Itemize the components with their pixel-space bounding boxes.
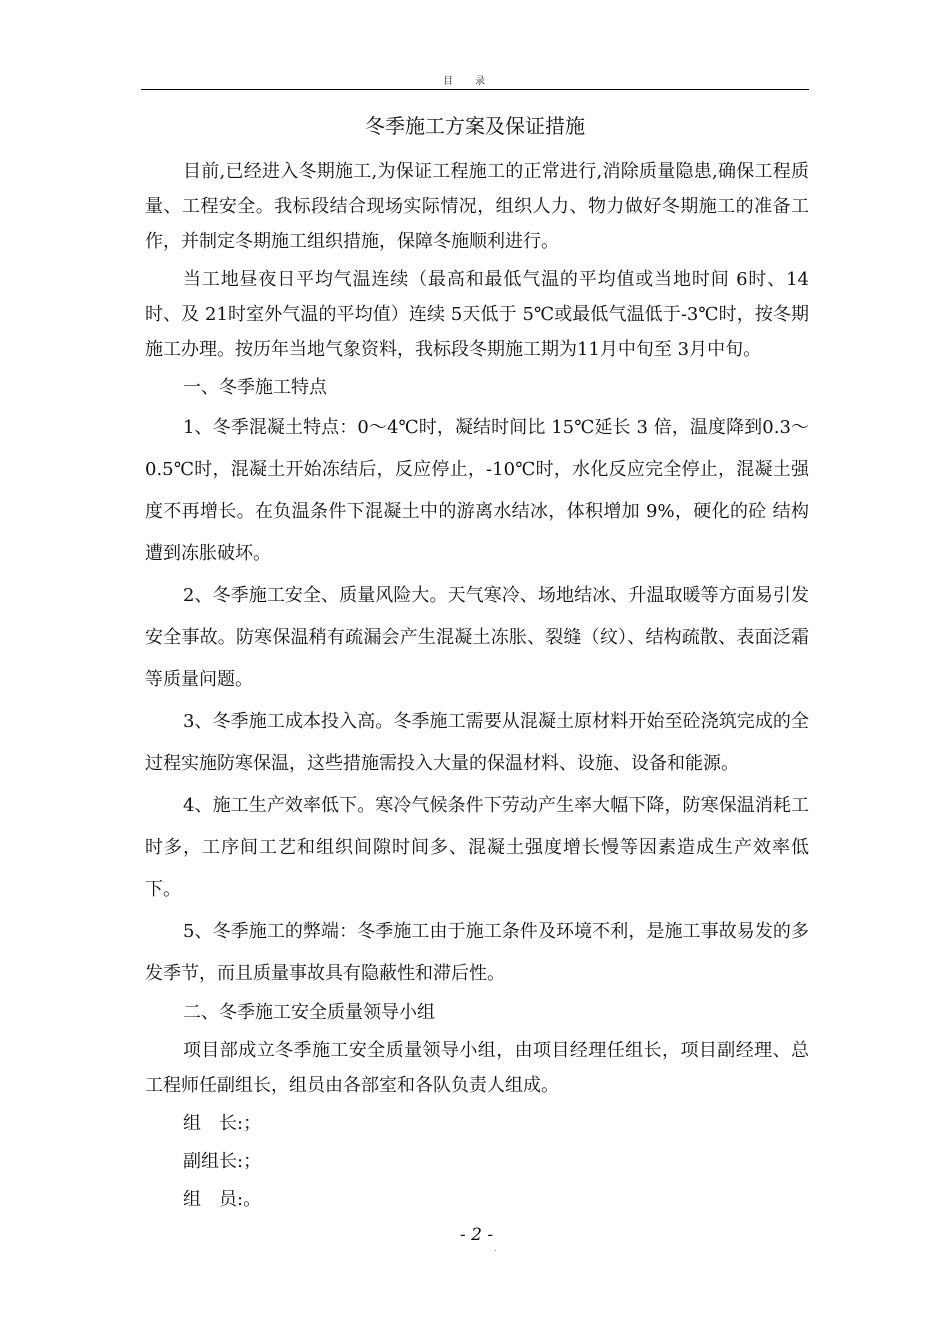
footer-dot: .: [494, 1244, 497, 1253]
feature-item-5: 5、冬季施工的弊端：冬季施工由于施工条件及环境不利，是施工事故易发的多发季节，而且质量事故具有隐蔽性和滞后性。: [145, 921, 809, 984]
section-heading-leadership: 二、冬季施工安全质量领导小组: [183, 1002, 435, 1023]
intro-paragraph: 目前,已经进入冬期施工,为保证工程施工的正常进行,消除质量隐患,确保工程质量、工程安全。我标段结合现场实际情况，组织人力、物力做好冬期施工的准备工作，并制定冬期施工组织措施，保障冬施顺利进行。: [145, 161, 809, 252]
members-line: 组 员:。: [183, 1189, 262, 1210]
feature-item-4: 4、施工生产效率低下。寒冷气候条件下劳动产生率大幅下降，防寒保温消耗工时多，工序间工艺和组织间隙时间多、混凝土强度增长慢等因素造成生产效率低下。: [145, 795, 809, 900]
page-header: 目录: [443, 76, 507, 87]
leadership-paragraph: 项目部成立冬季施工安全质量领导小组，由项目经理任组长，项目副经理、总工程师任副组长，组员由各部室和各队负责人组成。: [145, 1040, 809, 1096]
document-body: [145, 154, 809, 1220]
document-title: 冬季施工方案及保证措施: [365, 114, 585, 138]
page-number: - 2 -: [460, 1225, 494, 1245]
header-rule: [141, 89, 809, 90]
feature-item-3: 3、冬季施工成本投入高。冬季施工需要从混凝土原材料开始至砼浇筑完成的全过程实施防寒保温，这些措施需投入大量的保温材料、设施、设备和能源。: [145, 711, 809, 774]
deputy-leader-line: 副组长:；: [183, 1151, 262, 1172]
feature-item-1: 1、冬季混凝土特点：0～4℃时，凝结时间比 15℃延长 3 倍，温度降到0.3～ 0.5℃时，混凝土开始冻结后，反应停止，-10℃时，水化反应完全停止，混凝土强度不再增长。在负温条件下混凝土中的游离水结冰，体积增加 9%，硬化的砼 结构遭到冻胀破坏。: [145, 417, 809, 564]
winter-period-paragraph: 当工地昼夜日平均气温连续（最高和最低气温的平均值或当地时间 6时、14时、及 21时室外气温的平均值）连续 5天低于 5℃或最低气温低于-3℃时，按冬期施工办理。按历年当地气象资料，我标段冬期施工期为11月中旬至 3月中旬。: [145, 269, 809, 360]
feature-item-2: 2、冬季施工安全、质量风险大。天气寒冷、场地结冰、升温取暖等方面易引发安全事故。防寒保温稍有疏漏会产生混凝土冻胀、裂缝（纹）、结构疏散、表面泛霜等质量问题。: [145, 585, 809, 690]
section-heading-features: 一、冬季施工特点: [183, 377, 327, 398]
leader-line: 组 长:；: [183, 1113, 262, 1134]
